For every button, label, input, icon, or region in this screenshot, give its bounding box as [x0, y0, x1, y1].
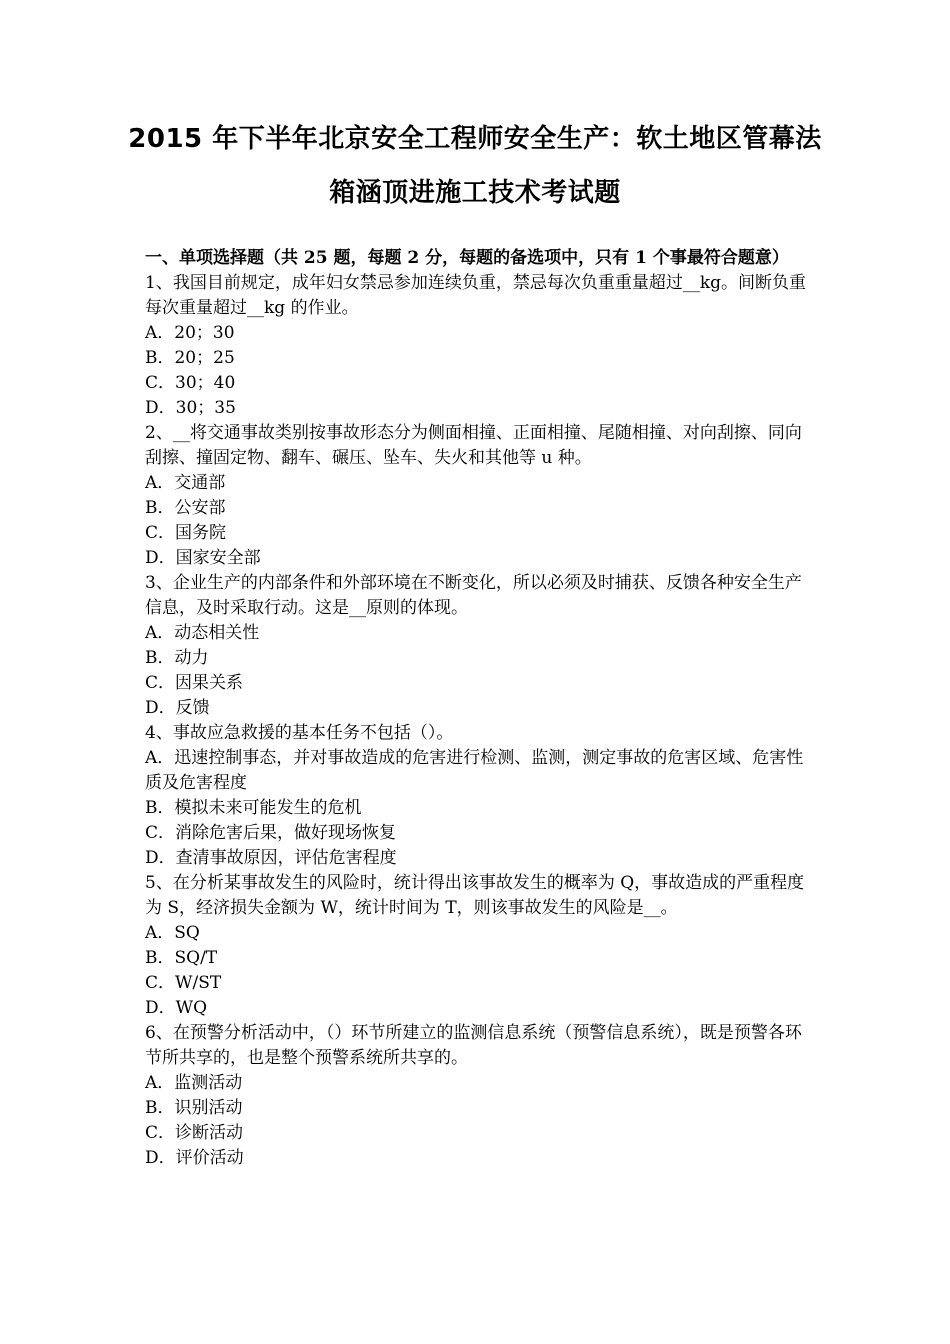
question-1 [145, 271, 810, 421]
option-c: C．消除危害后果，做好现场恢复 [145, 823, 397, 843]
question-stem: 3、企业生产的内部条件和外部环境在不断变化，所以必须及时捕获、反馈各种安全生产信息，及时采取行动。这是__原则的体现。 [145, 573, 802, 618]
question-stem: 4、事故应急救援的基本任务不包括（）。 [145, 723, 454, 743]
option-d: D．反馈 [145, 698, 210, 718]
document-body [145, 246, 810, 1171]
option-d: D．评价活动 [145, 1148, 244, 1168]
question-stem: 6、在预警分析活动中，（）环节所建立的监测信息系统（预警信息系统），既是预警各环节所共享的，也是整个预警系统所共享的。 [145, 1023, 802, 1068]
option-d: D．查清事故原因，评估危害程度 [145, 848, 397, 868]
document-title-line-2: 箱涵顶进施工技术考试题 [329, 178, 621, 208]
question-5 [145, 871, 810, 1021]
option-c: C．国务院 [145, 523, 227, 543]
question-stem: 1、我国目前规定，成年妇女禁忌参加连续负重，禁忌每次负重重量超过__kg。间断负重每次重量超过__kg 的作业。 [145, 273, 806, 318]
option-b: B．SQ/T [145, 948, 218, 968]
option-c: C．30；40 [145, 373, 236, 393]
option-c: C．因果关系 [145, 673, 244, 693]
option-a: A．20；30 [145, 323, 235, 343]
question-4 [145, 721, 810, 871]
question-stem: 2、__将交通事故类别按事故形态分为侧面相撞、正面相撞、尾随相撞、对向刮擦、同向刮擦、撞固定物、翻车、碾压、坠车、失火和其他等 u 种。 [145, 423, 802, 468]
option-b: B．模拟未来可能发生的危机 [145, 798, 362, 818]
question-2 [145, 421, 810, 571]
option-d: D．30；35 [145, 398, 236, 418]
section-heading: 一、单项选择题（共 25 题，每题 2 分，每题的备选项中，只有 1 个事最符合题意） [145, 248, 789, 268]
option-c: C．W/ST [145, 973, 222, 993]
option-b: B．动力 [145, 648, 209, 668]
option-d: D．国家安全部 [145, 548, 261, 568]
option-a: A．交通部 [145, 473, 226, 493]
question-3 [145, 571, 810, 721]
option-d: D．WQ [145, 998, 208, 1018]
document-title-line-1: 2015 年下半年北京安全工程师安全生产：软土地区管幕法 [128, 124, 822, 154]
question-stem: 5、在分析某事故发生的风险时，统计得出该事故发生的概率为 Q，事故造成的严重程度为 S，经济损失金额为 W，统计时间为 T，则该事故发生的风险是__。 [145, 873, 805, 918]
option-b: B．公安部 [145, 498, 226, 518]
option-a: A．监测活动 [145, 1073, 243, 1093]
option-c: C．诊断活动 [145, 1123, 244, 1143]
option-a: A．SQ [145, 923, 200, 943]
option-b: B．20；25 [145, 348, 235, 368]
question-6 [145, 1021, 810, 1171]
option-b: B．识别活动 [145, 1098, 243, 1118]
option-a: A．迅速控制事态，并对事故造成的危害进行检测、监测，测定事故的危害区域、危害性质及危害程度 [145, 748, 804, 793]
option-a: A．动态相关性 [145, 623, 260, 643]
